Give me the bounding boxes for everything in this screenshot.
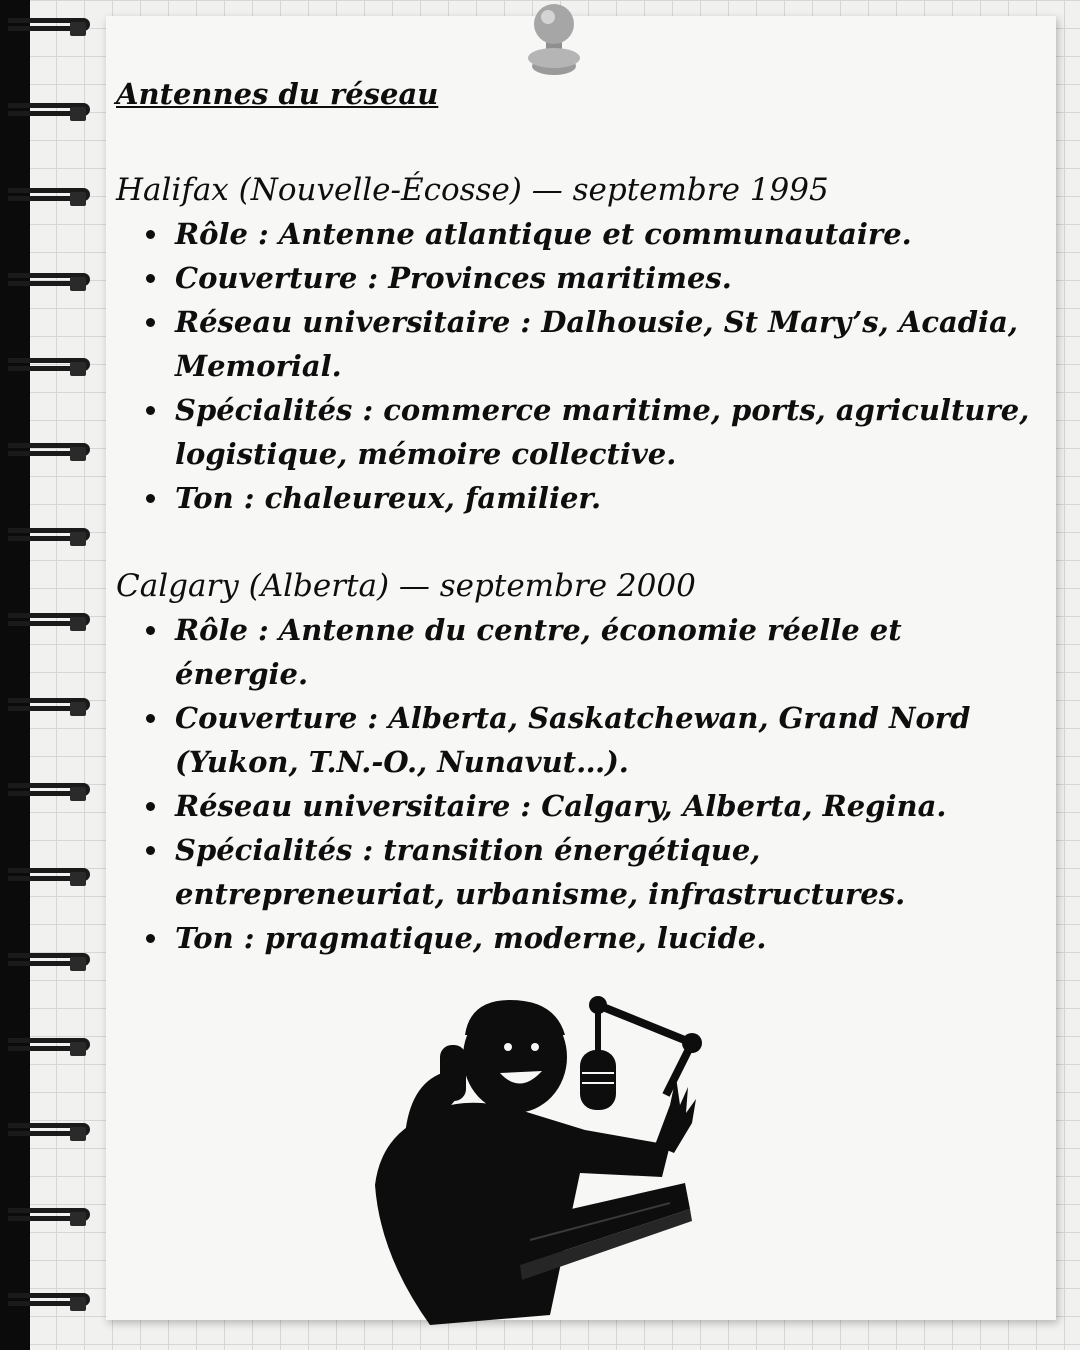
spiral-ring (0, 184, 92, 214)
spiral-ring (0, 354, 92, 384)
document-content (116, 72, 1036, 1004)
spiral-ring (0, 269, 92, 299)
list-item: • Rôle : Antenne du centre, économie réelle et énergie. (171, 608, 1036, 696)
spiral-ring (0, 439, 92, 469)
spiral-ring (0, 1034, 92, 1064)
section-title: Halifax (Nouvelle-Écosse) — septembre 1995 (116, 172, 829, 208)
page-title: Antennes du réseau (116, 77, 439, 111)
spiral-ring (0, 1119, 92, 1149)
bullet-list (116, 212, 1036, 520)
spiral-ring (0, 609, 92, 639)
spiral-ring (0, 779, 92, 809)
list-item: • Couverture : Alberta, Saskatchewan, Grand Nord (Yukon, T.N.-O., Nunavut…). (171, 696, 1036, 784)
list-item: • Réseau universitaire : Calgary, Alberta, Regina. (171, 784, 1036, 828)
list-item: • Ton : pragmatique, moderne, lucide. (171, 916, 1036, 960)
list-item: • Réseau universitaire : Dalhousie, St Mary’s, Acadia, Memorial. (171, 300, 1036, 388)
section-halifax (116, 168, 1036, 520)
list-item: • Rôle : Antenne atlantique et communautaire. (171, 212, 1036, 256)
spiral-ring (0, 1289, 92, 1319)
spiral-ring (0, 99, 92, 129)
radio-host-illustration (370, 995, 720, 1325)
list-item: • Couverture : Provinces maritimes. (171, 256, 1036, 300)
spiral-ring (0, 694, 92, 724)
spiral-ring (0, 949, 92, 979)
section-calgary (116, 564, 1036, 960)
list-item: • Ton : chaleureux, familier. (171, 476, 1036, 520)
spiral-ring (0, 864, 92, 894)
pushpin-icon (522, 0, 586, 80)
bullet-list (116, 608, 1036, 960)
section-title: Calgary (Alberta) — septembre 2000 (116, 568, 696, 604)
spiral-ring (0, 1204, 92, 1234)
spiral-ring (0, 524, 92, 554)
list-item: • Spécialités : commerce maritime, ports, agriculture, logistique, mémoire collective. (171, 388, 1036, 476)
spiral-ring (0, 14, 92, 44)
list-item: • Spécialités : transition énergétique, entrepreneuriat, urbanisme, infrastructures. (171, 828, 1036, 916)
